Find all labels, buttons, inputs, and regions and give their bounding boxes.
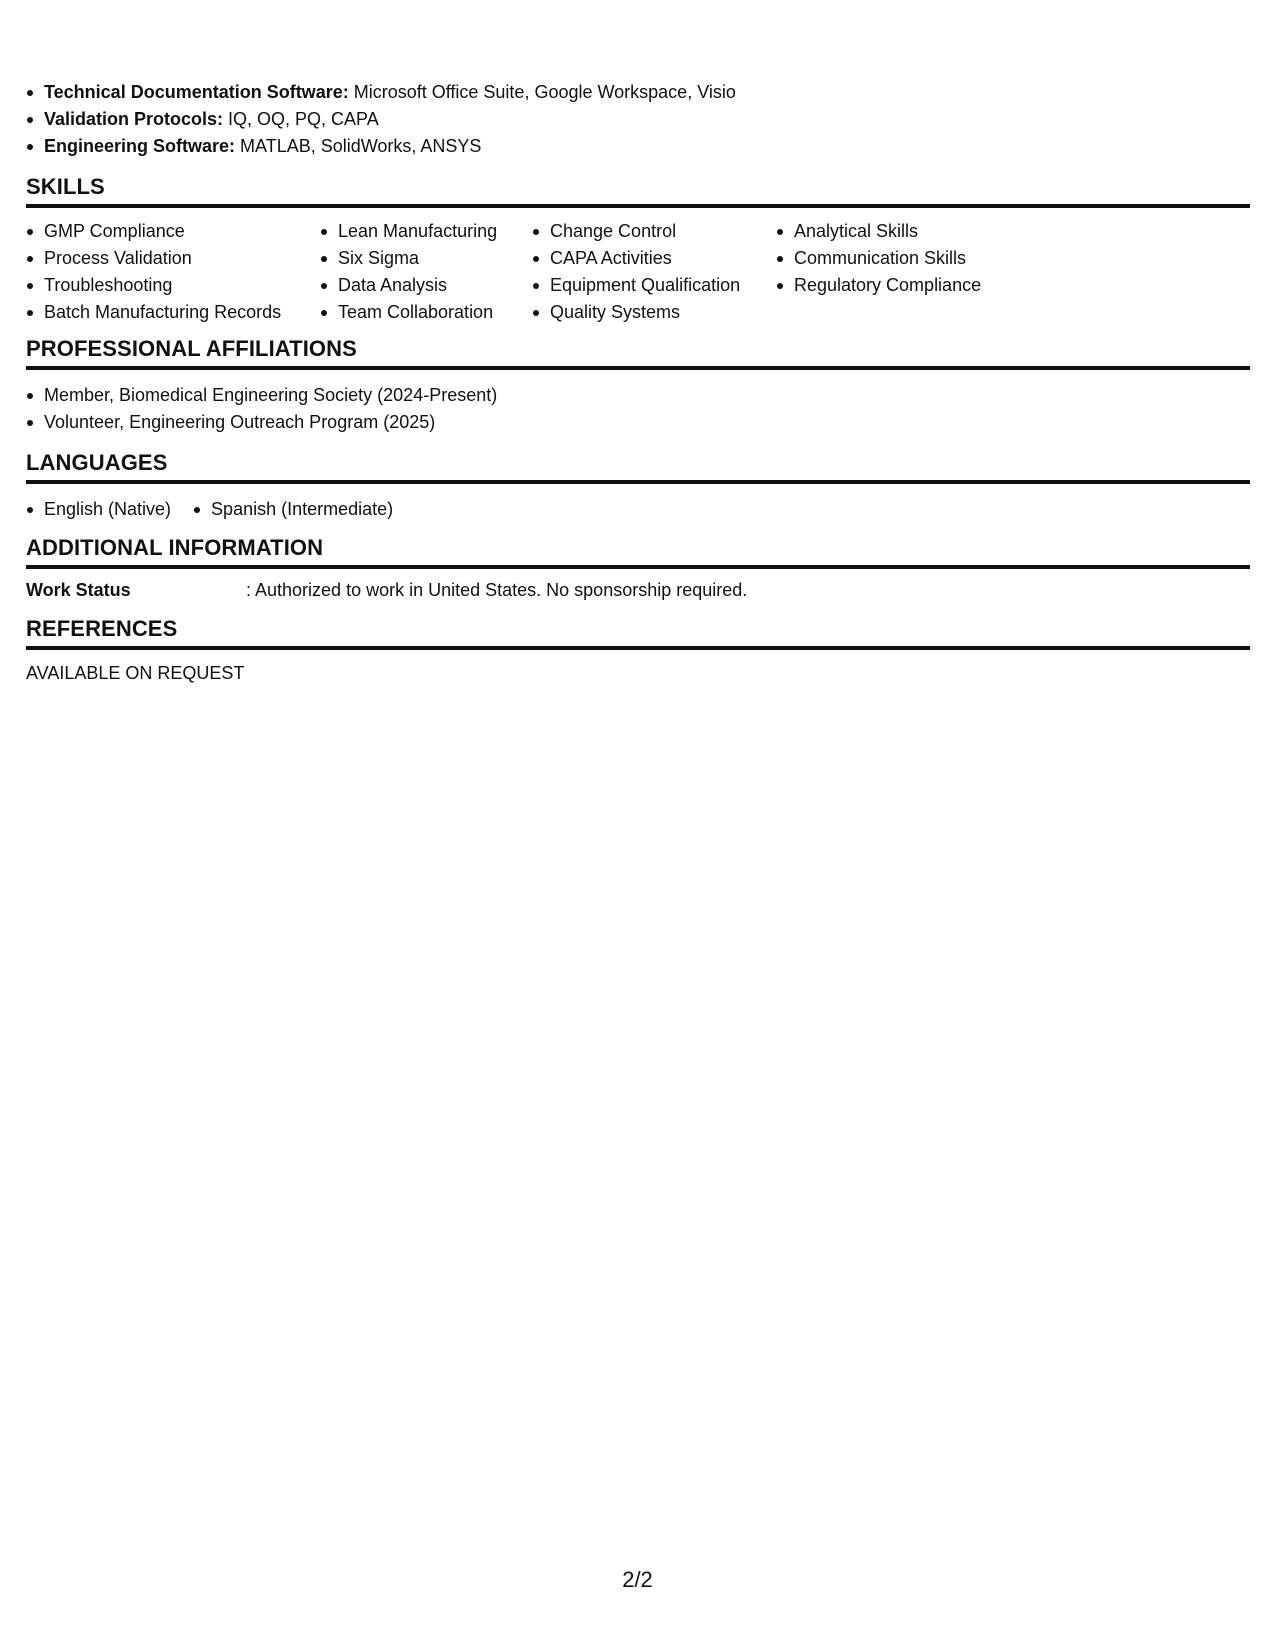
skills-column (532, 218, 754, 326)
skill-item: Batch Manufacturing Records (26, 299, 296, 326)
languages-list (26, 496, 415, 523)
skills-column (776, 218, 1006, 326)
skills-column (320, 218, 510, 326)
list-item: Engineering Software: MATLAB, SolidWorks, ANSYS (26, 133, 736, 160)
skill-item: Troubleshooting (26, 272, 296, 299)
list-item: Member, Biomedical Engineering Society (2024-Present) (26, 382, 497, 409)
skill-item: Regulatory Compliance (776, 272, 1006, 299)
skills-grid (26, 218, 1006, 326)
skill-item: Data Analysis (320, 272, 510, 299)
affiliations-heading: PROFESSIONAL AFFILIATIONS (26, 335, 1250, 370)
skill-item: Communication Skills (776, 245, 1006, 272)
work-status-label: Work Status (26, 580, 131, 600)
affiliations-list (26, 382, 497, 436)
references-heading: REFERENCES (26, 615, 1250, 650)
references-text: AVAILABLE ON REQUEST (26, 663, 245, 683)
skill-item: Quality Systems (532, 299, 754, 326)
skills-column (26, 218, 296, 326)
work-status-value: : Authorized to work in United States. No sponsorship required. (246, 580, 748, 600)
skill-item: Lean Manufacturing (320, 218, 510, 245)
work-status-row (26, 577, 747, 604)
tools-list (26, 79, 736, 160)
skills-heading: SKILLS (26, 173, 1250, 208)
skill-item: Equipment Qualification (532, 272, 754, 299)
list-item: Technical Documentation Software: Microsoft Office Suite, Google Workspace, Visio (26, 79, 736, 106)
list-item: English (Native) (26, 496, 171, 523)
list-item: Validation Protocols: IQ, OQ, PQ, CAPA (26, 106, 736, 133)
list-item: Spanish (Intermediate) (193, 496, 393, 523)
skill-item: Change Control (532, 218, 754, 245)
skill-item: Process Validation (26, 245, 296, 272)
skill-item: Six Sigma (320, 245, 510, 272)
skill-item: GMP Compliance (26, 218, 296, 245)
skill-item: Team Collaboration (320, 299, 510, 326)
languages-heading: LANGUAGES (26, 449, 1250, 484)
skill-item: Analytical Skills (776, 218, 1006, 245)
page-number: 2/2 (622, 1567, 653, 1592)
additional-info-heading: ADDITIONAL INFORMATION (26, 534, 1250, 569)
skill-item: CAPA Activities (532, 245, 754, 272)
list-item: Volunteer, Engineering Outreach Program (2025) (26, 409, 497, 436)
